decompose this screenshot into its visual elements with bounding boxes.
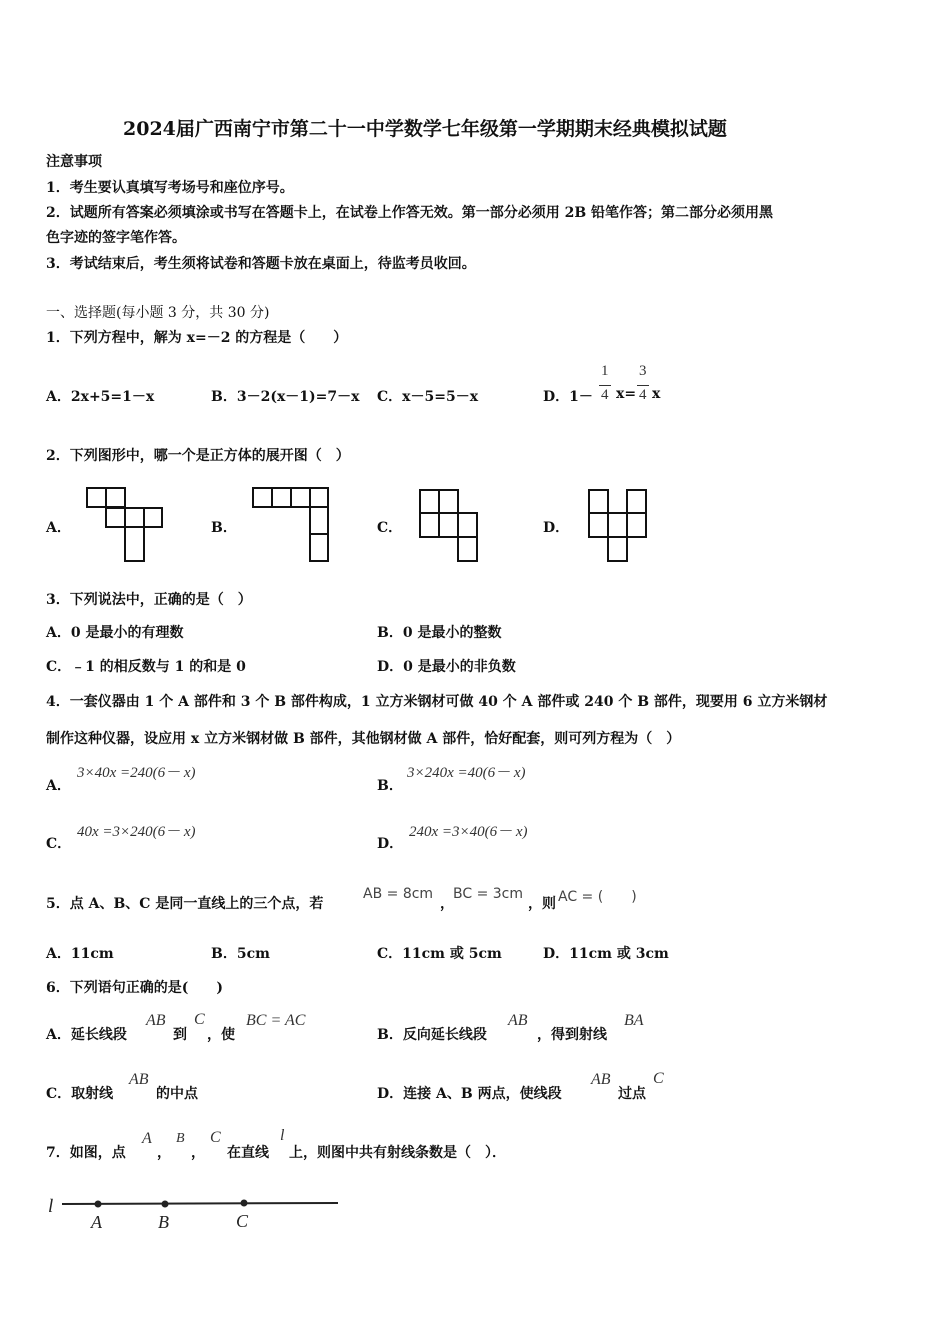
net-c-cell [420,490,439,513]
q2-net-c [419,489,481,565]
q6-option-a-m3: BC = AC [246,1012,306,1029]
q4-stem-line2: 制作这种仪器，设应用 x 立方米钢材做 B 部件，其他钢材做 A 部件，恰好配套，则可列方程为（ ） [46,731,681,747]
q1-option-a: A．2x+5=1－x [46,389,155,405]
q6-option-b-text2: ，得到射线 [537,1027,607,1043]
q7-point-a: A [142,1130,152,1147]
q7-figure-point-a [95,1201,102,1208]
net-b-cell [253,488,272,507]
net-c-cell [439,513,458,537]
q7-figure-line [62,1203,338,1204]
q7-point-b: B [176,1131,185,1146]
q7-comma-2: ， [191,1145,205,1161]
q7-stem-part3: 上，则图中共有射线条数是（ ）． [289,1145,506,1161]
q2-label-d: D． [543,520,570,536]
q1-d-frac2-den: 4 [639,387,647,403]
net-d-cell [627,513,646,537]
net-a-cell [125,508,144,527]
net-c-cell [458,513,477,537]
q5-condition-ab: AB = 8cm [363,886,434,902]
q6-option-c-m1: AB [129,1071,149,1088]
net-d-cell [608,513,627,537]
q3-option-c: C．﹣1 的相反数与 1 的和是 0 [46,659,246,675]
net-a-cell [144,508,162,527]
q5-option-c: C．11cm 或 5cm [377,946,502,962]
net-b-cell [310,507,328,534]
q7-figure-point-b [162,1201,169,1208]
q7-figure-line-label: l [48,1196,54,1217]
q6-option-d-m2: C [653,1070,664,1087]
q2-stem: 2．下列图形中，哪一个是正方体的展开图（ ） [46,448,350,464]
q4-label-a: A． [46,778,71,794]
q1-option-b: B．3－2(x－1)=7－x [211,389,360,405]
q6-stem: 6．下列语句正确的是( ) [46,980,223,996]
q1-d-frac1-num: 1 [601,363,609,379]
q4-label-c: C． [46,836,72,852]
notice-heading: 注意事项 [46,154,102,170]
notice-item-3: 3．考试结束后，考生须将试卷和答题卡放在桌面上，待监考员收回。 [46,256,476,272]
q7-figure-point-c [241,1200,248,1207]
q7-comma-1: ， [157,1145,171,1161]
notice-item-1: 1．考生要认真填写考场号和座位序号。 [46,180,294,196]
q1-option-c: C．x－5=5－x [377,389,479,405]
net-d-cell [627,490,646,513]
q6-option-c-text1: C．取射线 [46,1086,114,1102]
q4-label-d: D． [377,836,404,852]
q5-stem-mid: ，则 [528,896,556,912]
q6-option-d-text2: 过点 [618,1086,646,1102]
q6-option-a-m2: C [194,1011,205,1028]
q7-stem-part1: 7．如图，点 [46,1145,126,1161]
q4-label-b: B． [377,778,403,794]
q6-option-b-text1: B．反向延长线段 [377,1027,487,1043]
net-a-cell [125,527,144,561]
q7-stem-part2: 在直线 [227,1145,269,1161]
q3-option-a: A．0 是最小的有理数 [46,625,184,641]
q6-option-a-text2: 到 [173,1027,187,1043]
q3-option-d: D．0 是最小的非负数 [377,659,516,675]
net-d-cell [589,513,608,537]
net-c-cell [420,513,439,537]
q6-option-d-m1: AB [591,1071,611,1088]
q7-point-c: C [210,1129,221,1146]
q1-option-d-prefix: D．1－ [543,389,593,405]
q6-option-c-text2: 的中点 [156,1086,198,1102]
q3-stem: 3．下列说法中，正确的是（ ） [46,592,252,608]
q5-option-d: D．11cm 或 3cm [543,946,669,962]
q5-stem-prefix: 5．点 A、B、C 是同一直线上的三个点，若 [46,896,324,912]
net-c-cell [439,490,458,513]
net-a-cell [87,488,106,507]
q5-option-b: B．5cm [211,946,270,962]
page-title: 2024届广西南宁市第二十一中学数学七年级第一学期期末经典模拟试题 [123,118,727,140]
net-a-cell [106,488,125,507]
q5-separator: ， [440,896,454,912]
q7-line-l: l [280,1127,285,1144]
q1-option-d-mid: x= [616,386,637,402]
section-heading: 一、选择题(每小题 3 分，共 30 分) [46,305,270,321]
notice-item-2: 2．试题所有答案必须填涂或书写在答题卡上，在试卷上作答无效。第一部分必须用 2B 铅笔作答；第二部分必须用黑 [46,205,774,221]
q1-d-frac1-den: 4 [601,387,609,403]
q6-option-a-m1: AB [146,1012,166,1029]
net-d-cell [589,490,608,513]
net-b-cell [310,488,328,507]
q4-option-a: 3×40x =240(6－ x) [77,765,196,781]
net-a-cell [106,508,125,527]
net-b-cell [291,488,310,507]
net-b-cell [310,534,328,561]
q7-figure-label-c: C [236,1211,249,1231]
q2-net-a [86,487,166,565]
q5-question: AC = ( ) [558,889,637,905]
q1-stem: 1．下列方程中，解为 x=－2 的方程是（ ） [46,330,348,346]
q6-option-b-m2: BA [624,1012,644,1029]
q4-option-d: 240x =3×40(6－ x) [409,824,528,840]
q1-d-frac2-bar [637,385,649,386]
net-c-cell [458,537,477,561]
q2-label-b: B． [211,520,237,536]
q2-net-d [588,489,650,565]
net-b-cell [272,488,291,507]
q1-option-d-suffix: x [652,386,661,402]
q7-figure-label-a: A [91,1212,102,1232]
q7-figure-label-b: B [158,1212,169,1232]
q4-option-c: 40x =3×240(6－ x) [77,824,196,840]
q1-d-frac2-num: 3 [639,363,647,379]
q6-option-a-text1: A．延长线段 [46,1027,127,1043]
q2-label-c: C． [377,520,403,536]
net-d-cell [608,537,627,561]
q5-condition-bc: BC = 3cm [453,886,524,902]
q2-label-a: A． [46,520,71,536]
q2-net-b [252,487,332,565]
q5-option-a: A．11cm [46,946,114,962]
q4-option-b: 3×240x =40(6－ x) [407,765,526,781]
q1-d-frac1-bar [599,385,611,386]
q3-option-b: B．0 是最小的整数 [377,625,502,641]
q7-figure [60,1195,342,1215]
notice-item-2-cont: 色字迹的签字笔作答。 [46,230,186,246]
q4-stem-line1: 4．一套仪器由 1 个 A 部件和 3 个 B 部件构成，1 立方米钢材可做 40 个 A 部件或 240 个 B 部件，现要用 6 立方米钢材 [46,694,828,710]
q6-option-b-m1: AB [508,1012,528,1029]
q6-option-d-text1: D．连接 A、B 两点，使线段 [377,1086,562,1102]
q6-option-a-text3: ，使 [207,1027,235,1043]
